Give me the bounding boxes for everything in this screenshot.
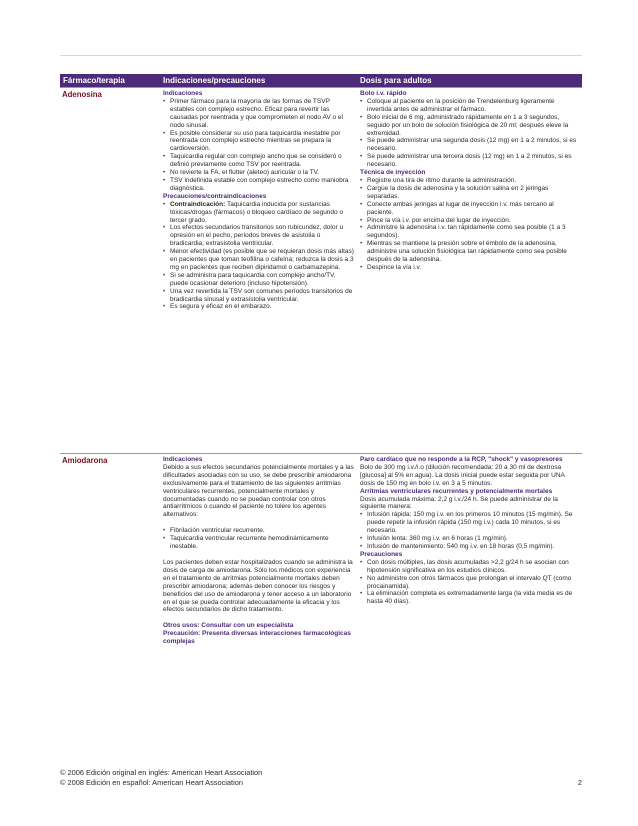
section-heading: Precauciones: [360, 550, 403, 558]
list-item: • Despince la vía i.v.: [360, 264, 580, 272]
table-row-amiodarona: [60, 453, 582, 764]
copyright-spanish: © 2008 Edición en español: American Heart Association: [60, 778, 243, 787]
list-item: • Con dosis múltiples, las dosis acumuladas >2,2 g/24 h se asocian con hipotensión significativa en los estudios clínicos.: [360, 559, 580, 575]
table-header: [60, 74, 582, 87]
list-item: • Infusión rápida: 150 mg i.v. en los primeros 10 minutos (15 mg/min). Se puede repetir la infusión rápida (150 mg i.v.) cada 10 minutos, si es necesario.: [360, 511, 580, 535]
header-drug: Fármaco/terapia: [63, 76, 125, 85]
section-heading: Arritmias ventriculares recurrentes y potencialmente mortales: [360, 487, 553, 495]
list-item: • Menor efectividad (es posible que se requieran dosis más altas) en pacientes que toman teofilina o cafeína; reduzca la dosis a 3 mg en pacientes que reciben dipiridamol o carbamazepina.: [163, 248, 355, 272]
list-item: • Conecte ambas jeringas al lugar de inyección i.v. más cercano al paciente.: [360, 201, 580, 217]
section-heading: Paro cardíaco que no responde a la RCP, "shock" y vasopresores: [360, 456, 563, 463]
list-item: • Los efectos secundarios transitorios son rubicundez, dolor u opresión en el pecho, períodos breves de asistolia o bradicardia, extrasistolia ventricular.: [163, 224, 355, 248]
list-item: • Cargue la dosis de adenosina y la solución salina en 2 jeringas separadas.: [360, 185, 580, 201]
drug-name: Adenosina: [62, 90, 102, 99]
list-item: • Infusión de mantenimiento: 540 mg i.v. en 18 horas (0,5 mg/min).: [360, 543, 580, 551]
list-item: • Coloque al paciente en la posición de Trendelenburg ligeramente invertida antes de administrar el fármaco.: [360, 98, 580, 114]
section-heading: Indicaciones: [163, 456, 203, 463]
technique-list: [360, 177, 580, 272]
list-item: • Es posible considerar su uso para taquicardia inestable por reentrada con complejo estrecho mientras se prepara la cardioversión.: [163, 130, 355, 154]
indications-list: [163, 98, 355, 193]
list-item: • Infusión lenta: 360 mg i.v. en 6 horas (1 mg/min).: [360, 535, 580, 543]
list-item: • No administre con otros fármacos que prolongan el intervalo QT (como procainamida).: [360, 575, 580, 591]
list-item: • Se puede administrar una tercera dosis (12 mg) en 1 a 2 minutos, si es necesario.: [360, 153, 580, 169]
list-item: • Si se administra para taquicardia con complejo ancho/TV, puede ocasionar deterioro (incluso hipotensión).: [163, 272, 355, 288]
list-item: • Una vez revertida la TSV son comunes períodos transitorios de bradicardia sinusal y extrasistolia ventricular.: [163, 288, 355, 304]
list-item: [163, 201, 355, 225]
drug-name: Amiodarona: [62, 456, 108, 465]
list-item: • Pince la vía i.v. por encima del lugar de inyección.: [360, 217, 580, 225]
list-item: • Bolo inicial de 6 mg, administrado rápidamente en 1 a 3 segundos, seguido por un bolo de solución fisiológica de 20 ml; después eleve la extremidad.: [360, 114, 580, 138]
section-heading: Indicaciones: [163, 90, 203, 97]
list-item: • Taquicardia ventricular recurrente hemodinámicamente inestable.: [163, 535, 355, 551]
list-item: • Mientras se mantiene la presión sobre el émbolo de la adenosina, administre una solución fisiológica tan rápidamente como sea posible después de la adenosina.: [360, 240, 580, 264]
header-indications: Indicaciones/precauciones: [163, 76, 266, 85]
list-item: • Administre la adenosina i.v. tan rápidamente como sea posible (1 a 3 segundos).: [360, 224, 580, 240]
top-rule: [60, 55, 582, 56]
contraindication-label: Contraindicación:: [170, 200, 226, 208]
arrest-dose-text: Bolo de 300 mg i.v./i.o (dilución recomendada: 20 a 30 ml de dextrosa [glucosa] al 5% en agua). La dosis inicial puede estar seguida por UNA dosis de 150 mg en bolo i.v. en 3 a 5 minutos.: [360, 463, 565, 487]
list-item: • Se puede administrar una segunda dosis (12 mg) en 1 a 2 minutos, si es necesario.: [360, 137, 580, 153]
dose-list: [360, 98, 580, 169]
max-dose-text: Dosis acumulada máxima: 2,2 g i.v./24 h. Se puede administrar de la siguiente manera:: [360, 495, 558, 511]
section-heading: Precauciones/contraindicaciones: [163, 192, 267, 200]
list-item: • La eliminación completa es extremadamente larga (la vida media es de hasta 40 días).: [360, 590, 580, 606]
section-heading: Técnica de inyección: [360, 169, 426, 177]
dose-cell: [360, 456, 580, 606]
precautions-list: [360, 559, 580, 606]
indications-cell: [163, 90, 355, 311]
list-item: • Registre una tira de ritmo durante la administración.: [360, 177, 580, 185]
caution-note: Precaución: Presenta diversas interacciones farmacológicas complejas: [163, 630, 351, 646]
footer: [60, 768, 582, 788]
table-row-adenosina: [60, 87, 582, 453]
copyright-original: © 2006 Edición original en inglés: American Heart Association: [60, 768, 263, 777]
precautions-list: [163, 201, 355, 312]
indications-cell: [163, 456, 355, 646]
list-item: • Taquicardia regular con complejo ancho que se consideró o definió previamente como TSV por reentrada.: [163, 153, 355, 169]
list-item: • Primer fármaco para la mayoría de las formas de TSVP estables con complejo estrecho. Eficaz para revertir las causadas por reentrada y que comprometen el nodo AV o el nodo sinusal.: [163, 98, 355, 130]
other-uses-note: Otros usos: Consultar con un especialista: [163, 622, 294, 630]
list-item: • Es segura y eficaz en el embarazo.: [163, 303, 355, 311]
list-item: • Fibrilación ventricular recurrente.: [163, 527, 355, 535]
list-item: • TSV indefinida estable con complejo estrecho como maniobra diagnóstica.: [163, 177, 355, 193]
section-heading: Bolo i.v. rápido: [360, 90, 407, 97]
hospitalization-paragraph: Los pacientes deben estar hospitalizados cuando se administra la dosis de carga de amiodarona. Sólo los médicos con experiencia en el tratamiento de arritmias potencialmente mortales deben prescribir amiodarona; además deben conocer los riesgos y beneficios del uso de amiodarona y tener acceso a un laboratorio en el que se pueda controlar adecuadamente la eficacia y los efectos secundarios de dicho tratamiento.: [163, 558, 353, 614]
indications-list: [163, 527, 355, 551]
drug-table: [60, 74, 582, 764]
list-item: • No revierte la FA, el flutter (aleteo) auricular o la TV.: [163, 169, 355, 177]
intro-paragraph: Debido a sus efectos secundarios potencialmente mortales y a las dificultades asociadas con su uso, se debe prescribir amiodarona exclusivamente para el tratamiento de las siguientes arritmias ventriculares recurrentes, potencialmente mortales y documentadas cuando no se puedan controlar con otros antiarrítmicos o cuando el paciente no tolere los agentes alternativos:: [163, 463, 354, 519]
contraindication-text: Taquicardia inducida por sustancias tóxicas/drogas (fármacos) o bloqueo cardíaco de segundo o tercer grado.: [170, 200, 344, 224]
page-number: 2: [577, 778, 582, 787]
header-dose: Dosis para adultos: [360, 76, 432, 85]
infusion-list: [360, 511, 580, 551]
dose-cell: [360, 90, 580, 272]
